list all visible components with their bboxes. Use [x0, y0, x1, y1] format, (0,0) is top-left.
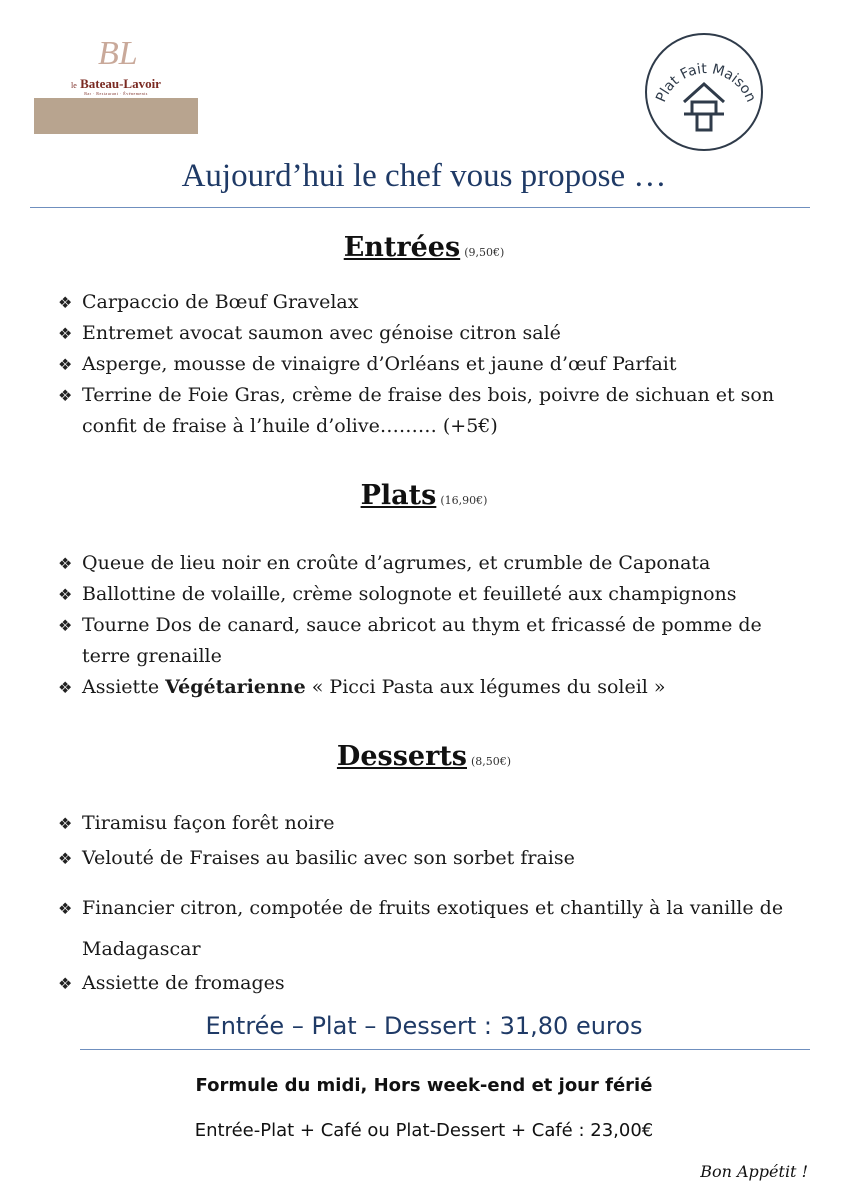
list-item: ❖ Ballottine de volaille, crème solognote et feuilleté aux champignons	[58, 583, 737, 605]
list-item: ❖ Velouté de Fraises au basilic avec son sorbet fraise	[58, 847, 575, 869]
list-item: ❖ Assiette Végétarienne « Picci Pasta aux légumes du soleil »	[58, 676, 666, 698]
list-item: ❖ Asperge, mousse de vinaigre d’Orléans et jaune d’œuf Parfait	[58, 353, 677, 375]
list-item: ❖ Carpaccio de Bœuf Gravelax	[58, 291, 359, 313]
restaurant-logo	[34, 30, 198, 134]
svg-text:Plat Fait Maison: Plat Fait Maison	[653, 61, 759, 105]
lunch-formula-heading: Formule du midi, Hors week-end et jour férié	[195, 1075, 653, 1096]
entrees-heading: Entrées (9,50€)	[343, 232, 505, 263]
list-item: ❖ Entremet avocat saumon avec génoise citron salé	[58, 322, 561, 344]
lunch-formula-price: Entrée-Plat + Café ou Plat-Dessert + Café : 23,00€	[194, 1120, 654, 1141]
svg-text:BL: BL	[98, 35, 138, 72]
list-item: ❖ Tiramisu façon forêt noire	[58, 812, 335, 834]
fait-maison-logo	[640, 30, 768, 152]
desserts-heading: Desserts (8,50€)	[336, 741, 512, 772]
logo-band	[34, 98, 198, 134]
house-badge-icon	[640, 30, 768, 152]
list-item: ❖ Assiette de fromages	[58, 972, 285, 994]
formule-divider	[80, 1049, 810, 1050]
formule-price: Entrée – Plat – Dessert : 31,80 euros	[205, 1012, 643, 1040]
logo-tagline: Bar · Restaurant · Événements	[84, 91, 148, 96]
page-title: Aujourd’hui le chef vous propose …	[181, 158, 667, 194]
list-item: ❖ Financier citron, compotée de fruits exotiques et chantilly à la vanille de Madagascar	[58, 897, 784, 960]
list-item: ❖ Queue de lieu noir en croûte d’agrumes, et crumble de Caponata	[58, 552, 711, 574]
list-item: ❖ Tourne Dos de canard, sauce abricot au thym et fricassé de pomme de terre grenaille	[58, 614, 762, 667]
closing-note: Bon Appétit !	[700, 1162, 808, 1181]
list-item: ❖ Terrine de Foie Gras, crème de fraise des bois, poivre de sichuan et son confit de fraise à l’huile d’olive……… (+5€)	[58, 384, 775, 437]
title-divider	[30, 207, 810, 208]
logo-wordmark: le Bateau-Lavoir	[71, 76, 161, 91]
plats-heading: Plats (16,90€)	[360, 480, 488, 511]
